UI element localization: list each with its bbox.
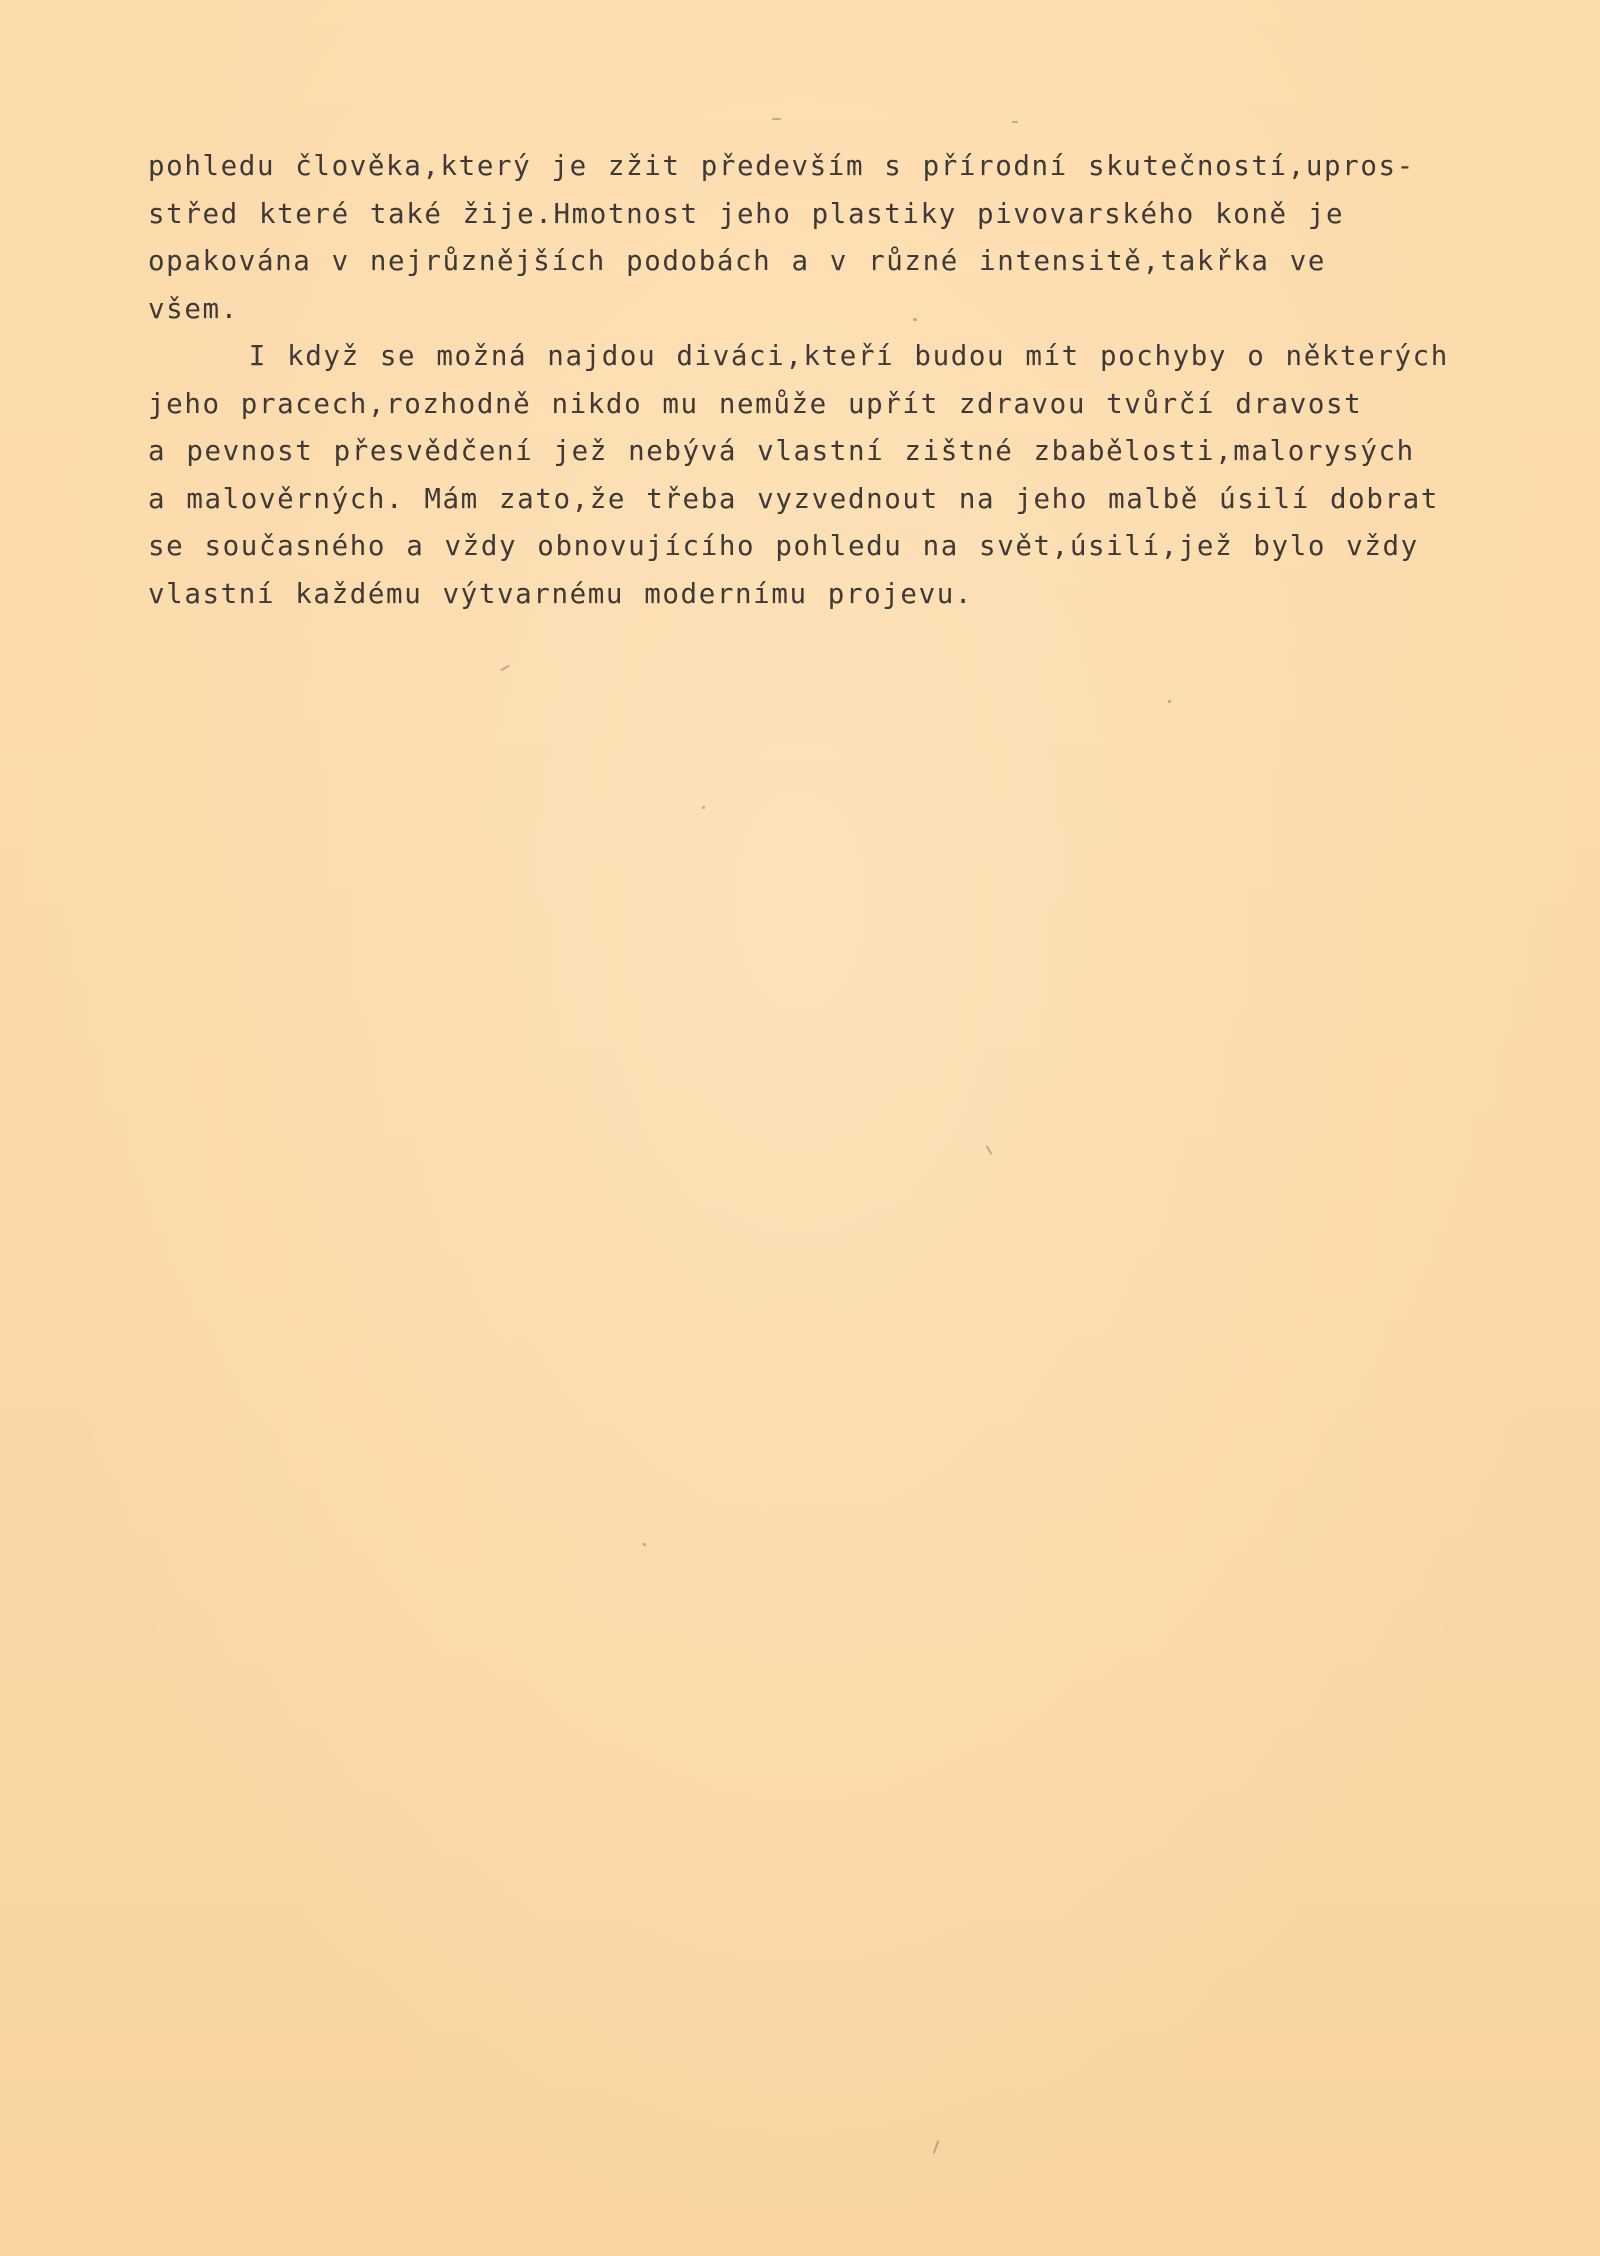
text-line-2: střed které také žije.Hmotnost jeho plastiky pivovarského koně je xyxy=(148,197,1345,230)
paper-speck xyxy=(643,1543,646,1546)
typewritten-text xyxy=(148,143,1568,618)
paper-speck xyxy=(1168,700,1171,703)
paper-speck xyxy=(500,665,510,672)
paper-speck xyxy=(913,318,917,321)
paper-speck xyxy=(702,806,705,809)
text-line-4: všem. xyxy=(148,292,239,325)
text-line-10: vlastní každému výtvarnému modernímu projevu. xyxy=(148,577,974,610)
text-line-1: pohledu člověka,který je zžit především s přírodní skutečností,upros- xyxy=(148,150,1415,182)
text-line-8: a malověrných. Mám zato,že třeba vyzvednout na jeho malbě úsilí dobrat xyxy=(148,482,1439,515)
paper-speck xyxy=(933,2140,940,2154)
text-line-5: I když se možná najdou diváci,kteří budou mít pochyby o některých xyxy=(148,340,1449,372)
paper-speck xyxy=(772,118,781,120)
paper-speck xyxy=(1012,121,1018,123)
text-line-6: jeho pracech,rozhodně nikdo mu nemůže upřít zdravou tvůrčí dravost xyxy=(148,387,1363,420)
text-line-3: opakována v nejrůznějších podobách a v různé intensitě,takřka ve xyxy=(148,245,1327,277)
text-line-7: a pevnost přesvědčení jež nebývá vlastní zištné zbabělosti,malorysých xyxy=(148,435,1415,467)
paper-speck xyxy=(986,1145,993,1155)
text-line-9: se současného a vždy obnovujícího pohledu na svět,úsilí,jež bylo vždy xyxy=(148,530,1419,562)
